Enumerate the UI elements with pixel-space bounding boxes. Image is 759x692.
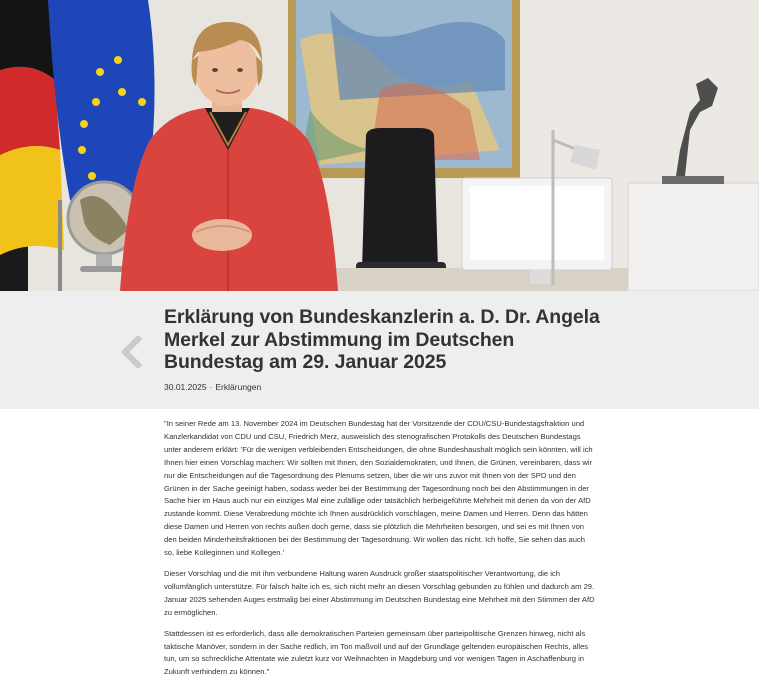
back-button[interactable] bbox=[118, 335, 144, 369]
page-title: Erklärung von Bundeskanzlerin a. D. Dr. Angela Merkel zur Abstimmung im Deutschen Bundestag am 29. Januar 2025 bbox=[164, 306, 600, 373]
article-paragraph-3: Stattdessen ist es erforderlich, dass alle demokratischen Parteien gemeinsam über parteipolitische Grenzen hinweg, nicht als taktische Manöver, sondern in der Sache redlich, im Ton maßvoll und auf der Grundlage geltenden europäischen Rechts, alles tun, um so schreckliche Attentate wie zuletzt kurz vor Weihnachten in Magdeburg und vor wenigen Tagen in Aschaffenburg in Zukunft verhindern zu können." bbox=[164, 628, 589, 677]
article-category[interactable]: Erklärungen bbox=[215, 382, 262, 392]
article-paragraph-1: "In seiner Rede am 13. November 2024 im Deutschen Bundestag hat der Vorsitzende der CDU/CSU-Bundestagsfraktion und Kanzlerkandidat von CDU und CSU, Friedrich Merz, ausweislich des stenografischen Protokolls des Deutschen Bundestags unter anderem erklärt: 'Für die wenigen verbleibenden Entscheidungen, die ohne Bundeshaushalt möglich sein könnten, will ich Ihnen hier einen Vorschlag machen: Wir sollten mit Ihnen, den Sozialdemokraten, und Ihnen, die Grünen, vereinbaren, dass wir nur die Entscheidungen auf die Tagesordnung des Plenums setzen, über die wir uns zuvor mit Ihnen von der SPD und den Grünen in der Sache geeinigt haben, sodass weder bei der Bestimmung der Tagesordnung noch bei den Abstimmungen in der Sache hier im Haus auch nur ein einziges Mal eine zufällige oder tatsächlich herbeigeführte Mehrheit mit denen da von der AfD zustande kommt. Diese Verabredung möchte ich Ihnen ausdrücklich vorschlagen, meine Damen und Herren. Denn das hätten diese Damen und Herren von rechts außen doch gerne, dass sie plötzlich die Mehrheiten besorgen, und sei es mit Ihnen von den beiden Minderheitsfraktionen bei der Bestimmung der Tagesordnung. Wir wollen das nicht. Ich hoffe, Sie sehen das auch so, liebe Kolleginnen und Kollegen.' bbox=[164, 419, 593, 558]
chevron-left-icon bbox=[120, 336, 142, 368]
meta-separator: · bbox=[209, 382, 213, 392]
article-body bbox=[164, 418, 596, 687]
article-paragraph-2: Dieser Vorschlag und die mit ihm verbundene Haltung waren Ausdruck großer staatspolitischer Verantwortung, die ich vollumfänglich unterstütze. Für falsch halte ich es, sich nicht mehr an diesen Vorschlag gebunden zu fühlen und dadurch am 29. Januar 2025 sehenden Auges erstmalig bei einer Abstimmung im Deutschen Bundestag eine Mehrheit mit den Stimmen der AfD zu ermöglichen. bbox=[164, 568, 595, 617]
article-date: 30.01.2025 bbox=[164, 382, 207, 392]
title-band bbox=[0, 291, 759, 409]
photo-icon bbox=[0, 0, 759, 291]
article-meta bbox=[164, 382, 261, 392]
hero-image bbox=[0, 0, 759, 291]
